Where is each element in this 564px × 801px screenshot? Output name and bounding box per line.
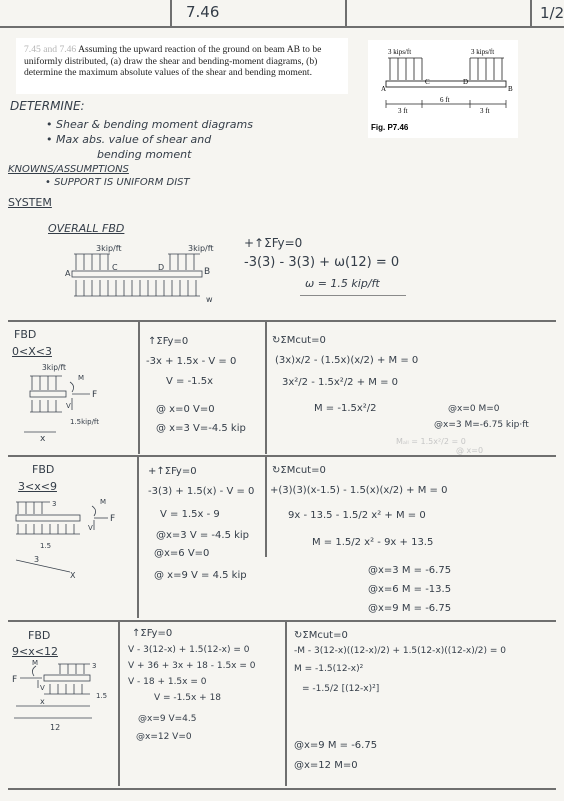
overall-lbl-w: w xyxy=(206,295,213,304)
s1-moment-4: M = -1.5x²/2 xyxy=(314,403,377,414)
overall-fbd-sketch xyxy=(60,240,230,310)
s3-lbl-f: F xyxy=(12,675,18,685)
s3-force-3: V + 36 + 3x + 18 - 1.5x = 0 xyxy=(128,661,256,671)
s1-force-3: V = -1.5x xyxy=(166,376,214,387)
fig-point-d: D xyxy=(463,78,469,86)
s2-force-1: +↑ΣFy=0 xyxy=(148,466,197,477)
s3-lbl-3: 3 xyxy=(92,662,97,670)
s1-force-2: -3x + 1.5x - V = 0 xyxy=(146,356,237,367)
s3-lbl-v: V xyxy=(40,684,45,692)
s3-lbl-12: 12 xyxy=(50,723,61,732)
fig-left-load-arrows xyxy=(388,58,422,80)
determine-heading: DETERMINE: xyxy=(10,99,85,113)
overall-eq-2: -3(3) - 3(3) + ω(12) = 0 xyxy=(244,255,400,270)
column-divider xyxy=(265,457,267,557)
s2-lbl-3b: 3 xyxy=(34,555,40,564)
page-number: 1/2 xyxy=(540,4,564,22)
s3-force-5: V = -1.5x + 18 xyxy=(154,693,222,703)
s2-moment-2: +(3)(3)(x-1.5) - 1.5(x)(x/2) + M = 0 xyxy=(270,485,448,496)
column-divider xyxy=(138,322,140,454)
s1-lbl-m: M xyxy=(78,374,85,382)
s2-moment-5: @x=3 M = -6.75 xyxy=(368,565,452,576)
s1-moment-8: @ x=0 xyxy=(456,446,484,455)
header-divider xyxy=(170,0,172,26)
overall-lbl-b: B xyxy=(204,267,211,277)
s1-fbd-sketch xyxy=(10,360,135,442)
fig-dim-mid: 6 ft xyxy=(440,96,450,104)
s1-support-label: 1.5kip/ft xyxy=(70,418,100,426)
s2-range: 3<x<9 xyxy=(18,480,57,493)
problem-number: 7.46 xyxy=(186,3,220,21)
fig-right-load-arrows xyxy=(470,58,504,80)
s3-moment-3: M = -1.5(12-x)² xyxy=(294,664,364,674)
s3-moment-1: ↻ΣMcut=0 xyxy=(294,630,348,641)
fig-load-left: 3 kips/ft xyxy=(388,48,412,56)
s1-load-label: 3kip/ft xyxy=(42,363,66,372)
section-rule-2 xyxy=(8,455,556,457)
section-rule-4 xyxy=(8,788,556,790)
fig-dim-left: 3 ft xyxy=(398,107,408,115)
s3-force-1: ↑ΣFy=0 xyxy=(132,628,173,639)
overall-lbl-d: D xyxy=(158,263,165,272)
fig-dim-right: 3 ft xyxy=(480,107,490,115)
knowns-heading: KNOWNS/ASSUMPTIONS xyxy=(8,164,129,175)
column-divider xyxy=(118,622,120,786)
determine-item-2b: bending moment xyxy=(97,148,192,161)
s3-force-2: V - 3(12-x) + 1.5(12-x) = 0 xyxy=(128,645,250,655)
column-divider xyxy=(285,622,287,786)
s2-lbl-v: V xyxy=(88,524,93,532)
fig-point-b: B xyxy=(508,85,513,93)
s3-lbl-m: M xyxy=(32,659,39,667)
column-divider xyxy=(137,457,139,618)
fig-beam xyxy=(386,81,506,87)
s1-force-1: ↑ΣFy=0 xyxy=(148,336,189,347)
s3-force-7: @x=12 V=0 xyxy=(136,732,192,742)
s1-force-4: @ x=0 V=0 xyxy=(156,404,215,415)
statement-text: Assuming the upward reaction of the ground on beam AB to be uniformly distributed, (a) draw the shear and bending-moment diagrams, (b) determine the maximum absolute values of the shear and bending moment. xyxy=(24,44,322,79)
s2-lbl-m: M xyxy=(100,498,107,506)
s2-force-6: @ x=9 V = 4.5 kip xyxy=(154,570,247,581)
s2-force-2: -3(3) + 1.5(x) - V = 0 xyxy=(148,486,255,497)
s3-lbl-x: x xyxy=(40,697,45,706)
fig-caption: Fig. P7.46 xyxy=(371,123,409,132)
fig-point-a: A xyxy=(381,85,387,93)
beam-figure xyxy=(368,40,518,138)
header-divider xyxy=(345,0,347,26)
overall-eq-1: +↑ΣFy=0 xyxy=(244,236,303,250)
s2-moment-6: @x=6 M = -13.5 xyxy=(368,584,452,595)
overall-lbl-c: C xyxy=(112,263,118,272)
s3-fbd-label: FBD xyxy=(28,629,51,642)
s2-fbd-label: FBD xyxy=(32,463,55,476)
s1-moment-5: @x=0 M=0 xyxy=(448,404,500,414)
s3-moment-2: -M - 3(12-x)((12-x)/2) + 1.5(12-x)((12-x)/2) = 0 xyxy=(294,646,507,656)
s3-fbd-sketch xyxy=(10,656,116,738)
s3-range: 9<x<12 xyxy=(12,645,58,658)
s1-moment-7: Mₐₗₗ = 1.5x²/2 = 0 xyxy=(396,437,466,446)
s2-moment-3: 9x - 13.5 - 1.5/2 x² + M = 0 xyxy=(288,510,426,521)
s1-moment-3: 3x²/2 - 1.5x²/2 + M = 0 xyxy=(282,377,399,388)
s2-force-3: V = 1.5x - 9 xyxy=(160,509,220,520)
system-heading: SYSTEM xyxy=(8,196,52,209)
s2-force-5: @x=6 V=0 xyxy=(154,548,210,559)
s3-moment-5: @x=9 M = -6.75 xyxy=(294,740,378,751)
knowns-item-1: • SUPPORT IS UNIFORM DIST xyxy=(45,177,190,188)
overall-eq-3: ω = 1.5 kip/ft xyxy=(305,277,380,290)
overall-load-left: 3kip/ft xyxy=(96,244,122,253)
s1-moment-6: @x=3 M=-6.75 kip·ft xyxy=(434,420,529,430)
problem-figure xyxy=(368,40,518,138)
s1-force-5: @ x=3 V=-4.5 kip xyxy=(156,423,246,434)
section-rule-1 xyxy=(8,320,556,322)
determine-item-1: • Shear & bending moment diagrams xyxy=(46,118,253,131)
section-rule-3 xyxy=(8,620,556,622)
overall-load-right: 3kip/ft xyxy=(188,244,214,253)
s2-force-4: @x=3 V = -4.5 kip xyxy=(156,530,250,541)
determine-item-2: • Max abs. value of shear and xyxy=(46,133,212,146)
s2-moment-7: @x=9 M = -6.75 xyxy=(368,603,452,614)
s3-lbl-15: 1.5 xyxy=(96,692,108,700)
s2-moment-4: M = 1.5/2 x² - 9x + 13.5 xyxy=(312,537,434,548)
s1-lbl-x: x xyxy=(40,434,46,442)
s1-moment-2: (3x)x/2 - (1.5x)(x/2) + M = 0 xyxy=(275,355,419,366)
s2-lbl-f: F xyxy=(110,514,116,524)
overall-lbl-a: A xyxy=(65,269,71,278)
s3-moment-4: = -1.5/2 [(12-x)²] xyxy=(302,684,380,694)
s1-moment-1: ↻ΣMcut=0 xyxy=(272,335,326,346)
s1-range: 0<X<3 xyxy=(12,345,52,358)
s2-lbl-3: 3 xyxy=(52,500,57,508)
s2-lbl-x: X xyxy=(70,571,76,580)
header-divider xyxy=(530,0,532,26)
s2-moment-1: ↻ΣMcut=0 xyxy=(272,465,326,476)
fig-point-c: C xyxy=(425,78,430,86)
header-rule xyxy=(0,26,564,28)
s3-force-4: V - 18 + 1.5x = 0 xyxy=(128,677,207,687)
overall-fbd-label: OVERALL FBD xyxy=(48,222,125,235)
s3-force-6: @x=9 V=4.5 xyxy=(138,714,197,724)
s1-lbl-v: V xyxy=(66,402,71,410)
column-divider xyxy=(265,322,267,454)
s2-lbl-15: 1.5 xyxy=(40,542,52,550)
fig-load-right: 3 kips/ft xyxy=(471,48,495,56)
s1-lbl-f: F xyxy=(92,390,98,400)
s3-moment-6: @x=12 M=0 xyxy=(294,760,358,771)
s1-fbd-label: FBD xyxy=(14,328,37,341)
result-underline xyxy=(300,295,406,296)
s2-fbd-sketch xyxy=(10,494,135,580)
problem-statement xyxy=(16,38,348,94)
statement-ref: 7.45 and 7.46 xyxy=(24,44,77,55)
